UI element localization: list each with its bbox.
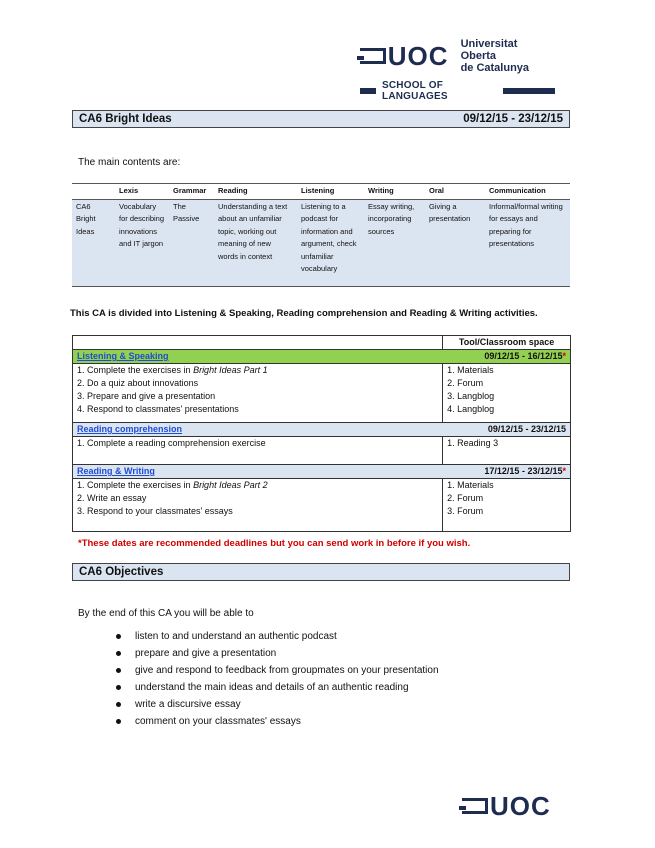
table-cell: Giving a presentation [425, 199, 485, 286]
task-item: 2. Write an essay [77, 493, 147, 503]
section-link-reading-writing[interactable]: Reading & Writing [77, 466, 155, 476]
school-bar [360, 80, 555, 102]
task-item: 1. Complete the exercises in Bright Ideas Part 1 [77, 365, 268, 375]
tool-item: 1. Materials [447, 365, 494, 375]
objectives-title: CA6 Objectives [79, 566, 164, 578]
bullet-icon [116, 702, 121, 707]
tool-header: Tool/Classroom space [443, 336, 571, 350]
section-body [73, 437, 571, 465]
task-item: 2. Do a quiz about innovations [77, 378, 199, 388]
objectives-title-bar [72, 563, 570, 581]
bullet-icon [116, 685, 121, 690]
section-link-listening-speaking[interactable]: Listening & Speaking [77, 351, 169, 361]
intro-text: The main contents are: [78, 157, 181, 168]
column-header: Reading [214, 184, 297, 200]
bullet-icon [116, 668, 121, 673]
table-header-row [72, 184, 570, 200]
table-cell: The Passive [169, 199, 214, 286]
tool-item: 3. Forum [447, 506, 484, 516]
table-cell: Understanding a text about an unfamiliar topic, working out meaning of new words in context [214, 199, 297, 286]
brand-name: UOC [490, 791, 551, 821]
tool-item: 1. Materials [447, 480, 494, 490]
section-body [73, 364, 571, 423]
deadline-note: *These dates are recommended deadlines but you can send work in before if you wish. [78, 538, 471, 549]
table-row [72, 199, 570, 286]
title-bar [72, 110, 570, 128]
column-header: Listening [297, 184, 364, 200]
divider [503, 88, 555, 94]
university-name: Universitat Oberta de Catalunya [460, 38, 530, 74]
school-name: SCHOOL OF LANGUAGES [382, 80, 448, 102]
bullet-icon [116, 719, 121, 724]
divider [360, 88, 376, 94]
list-item: listen to and understand an authentic podcast [100, 628, 439, 645]
tool-header-row [73, 336, 571, 350]
section-header-reading-comprehension [73, 423, 571, 437]
list-item: understand the main ideas and details of an authentic reading [100, 679, 439, 696]
table-cell: Listening to a podcast for information and argument, check unfamiliar vocabulary [297, 199, 364, 286]
asterisk: * [562, 466, 566, 476]
column-header: Grammar [169, 184, 214, 200]
tool-item: 2. Forum [447, 378, 484, 388]
table-cell: CA6 Bright Ideas [72, 199, 115, 286]
section-dates: 09/12/15 - 23/12/15 [487, 424, 566, 434]
column-header: Lexis [115, 184, 169, 200]
table-cell: Essay writing, incorporating sources [364, 199, 425, 286]
bullet-icon [116, 634, 121, 639]
section-link-reading-comprehension[interactable]: Reading comprehension [77, 424, 183, 434]
division-text: This CA is divided into Listening & Speaking, Reading comprehension and Reading & Writing activities. [70, 308, 538, 319]
objectives-intro: By the end of this CA you will be able to [78, 608, 254, 619]
objectives-list [100, 628, 439, 730]
tool-item: 2. Forum [447, 493, 484, 503]
section-body [73, 479, 571, 532]
empty-cell [73, 336, 443, 350]
list-item: give and respond to feedback from groupmates on your presentation [100, 662, 439, 679]
column-header: Communication [485, 184, 570, 200]
list-item: comment on your classmates' essays [100, 713, 439, 730]
section-dates: 17/12/15 - 23/12/15 [484, 466, 563, 476]
uoc-footer-logo [462, 793, 551, 819]
section-header-reading-writing [73, 465, 571, 479]
table-cell: Informal/formal writing for essays and preparing for presentations [485, 199, 570, 286]
tool-item: 4. Langblog [447, 404, 495, 414]
column-header: Oral [425, 184, 485, 200]
section-header-listening-speaking [73, 350, 571, 364]
ca-dates: 09/12/15 - 23/12/15 [463, 113, 563, 125]
uoc-header-logo [360, 38, 555, 102]
task-item: 1. Complete the exercises in Bright Ideas Part 2 [77, 480, 268, 490]
column-header: Writing [364, 184, 425, 200]
tool-item: 1. Reading 3 [447, 438, 499, 448]
task-item: 3. Respond to your classmates' essays [77, 506, 233, 516]
table-cell: Vocabulary for describing innovations and IT jargon [115, 199, 169, 286]
ca-title: CA6 Bright Ideas [79, 113, 172, 125]
uoc-logo-icon [462, 798, 488, 814]
brand-name: UOC [387, 41, 449, 71]
task-item: 1. Complete a reading comprehension exercise [77, 438, 266, 448]
uoc-logo-icon [360, 48, 386, 64]
task-item: 3. Prepare and give a presentation [77, 391, 216, 401]
activities-table [72, 335, 571, 532]
list-item: prepare and give a presentation [100, 645, 439, 662]
asterisk: * [562, 351, 566, 361]
section-dates: 09/12/15 - 16/12/15 [484, 351, 563, 361]
list-item: write a discursive essay [100, 696, 439, 713]
bullet-icon [116, 651, 121, 656]
column-header [72, 184, 115, 200]
tool-item: 3. Langblog [447, 391, 495, 401]
task-item: 4. Respond to classmates' presentations [77, 404, 239, 414]
contents-table [72, 183, 570, 287]
